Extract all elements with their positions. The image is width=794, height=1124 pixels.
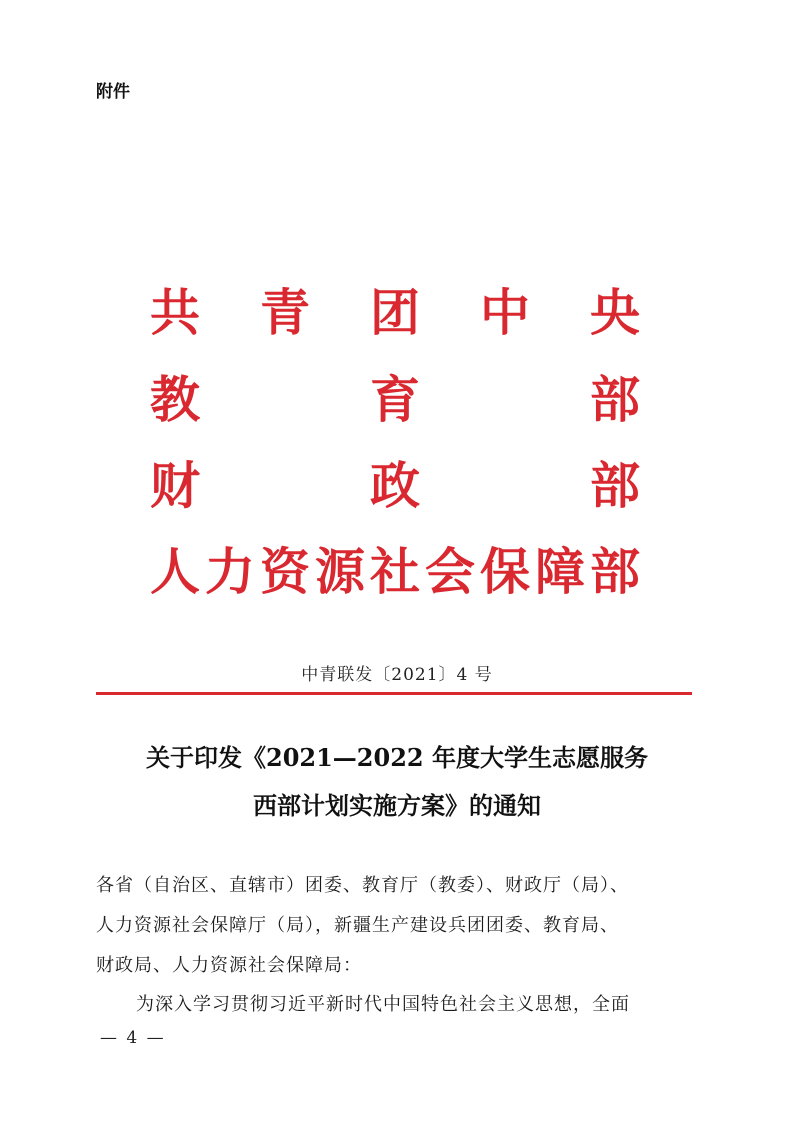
issuer-char: 政 [370,456,420,515]
issuer-char: 会 [425,542,475,601]
issuer-char: 资 [260,542,310,601]
issuer-char: 财 [150,456,200,515]
issuer-char: 障 [535,542,585,601]
issuer-char: 中 [480,283,530,342]
issuer-char: 力 [205,542,255,601]
issuer-char: 源 [315,542,365,601]
issuer-header-row-2 [150,367,640,433]
issuer-header-row-3 [150,453,640,519]
body-line-1: 各省（自治区、直辖市）团委、教育厅（教委）、财政厅（局）、 [96,875,629,896]
document-title-line-2: 西部计划实施方案》的通知 [253,791,541,820]
body-line-2: 人力资源社会保障厅（局），新疆生产建设兵团团委、教育局、 [96,915,619,936]
page-number: — 4 — [100,1028,166,1048]
issuer-char: 共 [150,283,200,342]
issuer-char: 教 [150,370,200,429]
body-line-3: 财政局、人力资源社会保障局： [96,955,362,976]
issuer-char: 人 [150,542,200,601]
document-number: 中青联发〔2021〕4 号 [301,665,493,685]
issuer-char: 育 [370,370,420,429]
issuer-char: 青 [260,283,310,342]
document-title-line-1: 关于印发《2021—2022 年度大学生志愿服务 [146,743,648,772]
issuer-char: 央 [590,283,640,342]
header-divider [96,692,692,695]
issuer-char: 保 [480,542,530,601]
issuer-header-row-4 [150,539,640,605]
issuer-char: 部 [590,370,640,429]
attachment-label: 附件 [96,82,130,102]
body-line-4: 为深入学习贯彻习近平新时代中国特色社会主义思想，全面 [136,994,630,1015]
issuer-char: 部 [590,456,640,515]
issuer-char: 团 [370,283,420,342]
issuer-char: 部 [590,542,640,601]
issuer-char: 社 [370,542,420,601]
issuer-header-row-1 [150,280,640,346]
